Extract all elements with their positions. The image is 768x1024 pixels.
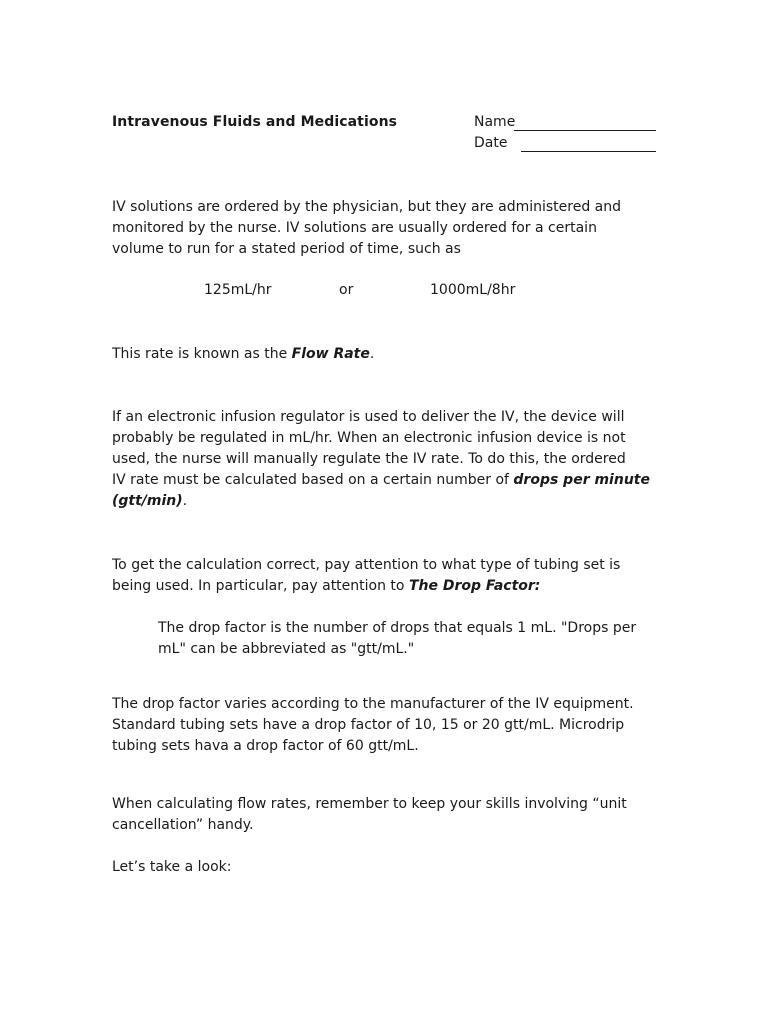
text-line	[112, 470, 652, 491]
text-line: used, the nurse will manually regulate the IV rate. To do this, the ordered	[112, 451, 626, 467]
text-line: Standard tubing sets have a drop factor of 10, 15 or 20 gtt/mL. Microdrip	[112, 717, 625, 733]
intro-paragraph	[112, 197, 652, 260]
definition-paragraph	[158, 618, 658, 660]
text-line: tubing sets hava a drop factor of 60 gtt/mL.	[112, 738, 419, 754]
date-field[interactable]	[474, 135, 507, 151]
text-run: IV rate must be calculated based on a certain number of	[112, 472, 514, 488]
gtt-min-term: (gtt/min)	[112, 493, 183, 509]
electronic-paragraph	[112, 407, 652, 512]
varies-paragraph	[112, 694, 652, 757]
text-line: Let’s take a look:	[112, 859, 232, 875]
text-line: When calculating flow rates, remember to keep your skills involving “unit	[112, 796, 627, 812]
text-line: mL" can be abbreviated as "gtt/mL."	[158, 641, 415, 657]
text-line: If an electronic infusion regulator is used to deliver the IV, the device will	[112, 409, 625, 425]
text-line	[112, 491, 652, 512]
tubing-paragraph	[112, 555, 652, 597]
document-title: Intravenous Fluids and Medications	[112, 114, 398, 130]
date-label: Date	[474, 135, 508, 151]
name-field[interactable]	[474, 114, 515, 130]
text-run: being used. In particular, pay attention to	[112, 578, 409, 594]
drop-factor-term: The Drop Factor:	[408, 578, 541, 594]
text-line: To get the calculation correct, pay attention to what type of tubing set is	[112, 557, 621, 573]
remember-paragraph	[112, 794, 652, 836]
text-run: .	[182, 493, 188, 509]
text-line: The drop factor varies according to the manufacturer of the IV equipment.	[112, 696, 634, 712]
text-line: probably be regulated in mL/hr. When an electronic infusion device is not	[112, 430, 626, 446]
text-line: The drop factor is the number of drops that equals 1 mL. "Drops per	[158, 620, 637, 636]
text-line: cancellation” handy.	[112, 817, 254, 833]
text-line	[112, 576, 652, 597]
rate-or: or	[339, 282, 354, 298]
flow-rate-term: Flow Rate	[291, 346, 370, 362]
name-label: Name	[474, 114, 516, 130]
text-run: This rate is known as the	[112, 346, 292, 362]
name-blank-line[interactable]	[514, 130, 656, 131]
text-line: IV solutions are ordered by the physician, but they are administered and	[112, 199, 622, 215]
text-line: monitored by the nurse. IV solutions are usually ordered for a certain	[112, 220, 597, 236]
text-run: .	[369, 346, 375, 362]
drops-per-minute-term: drops per minute	[513, 472, 650, 488]
rate-example-b: 1000mL/8hr	[430, 282, 516, 298]
look-paragraph	[112, 857, 652, 878]
text-line: volume to run for a stated period of time, such as	[112, 241, 461, 257]
rate-example-a: 125mL/hr	[204, 282, 272, 298]
date-blank-line[interactable]	[521, 151, 656, 152]
text-line	[112, 344, 652, 365]
flow-rate-paragraph	[112, 344, 652, 365]
